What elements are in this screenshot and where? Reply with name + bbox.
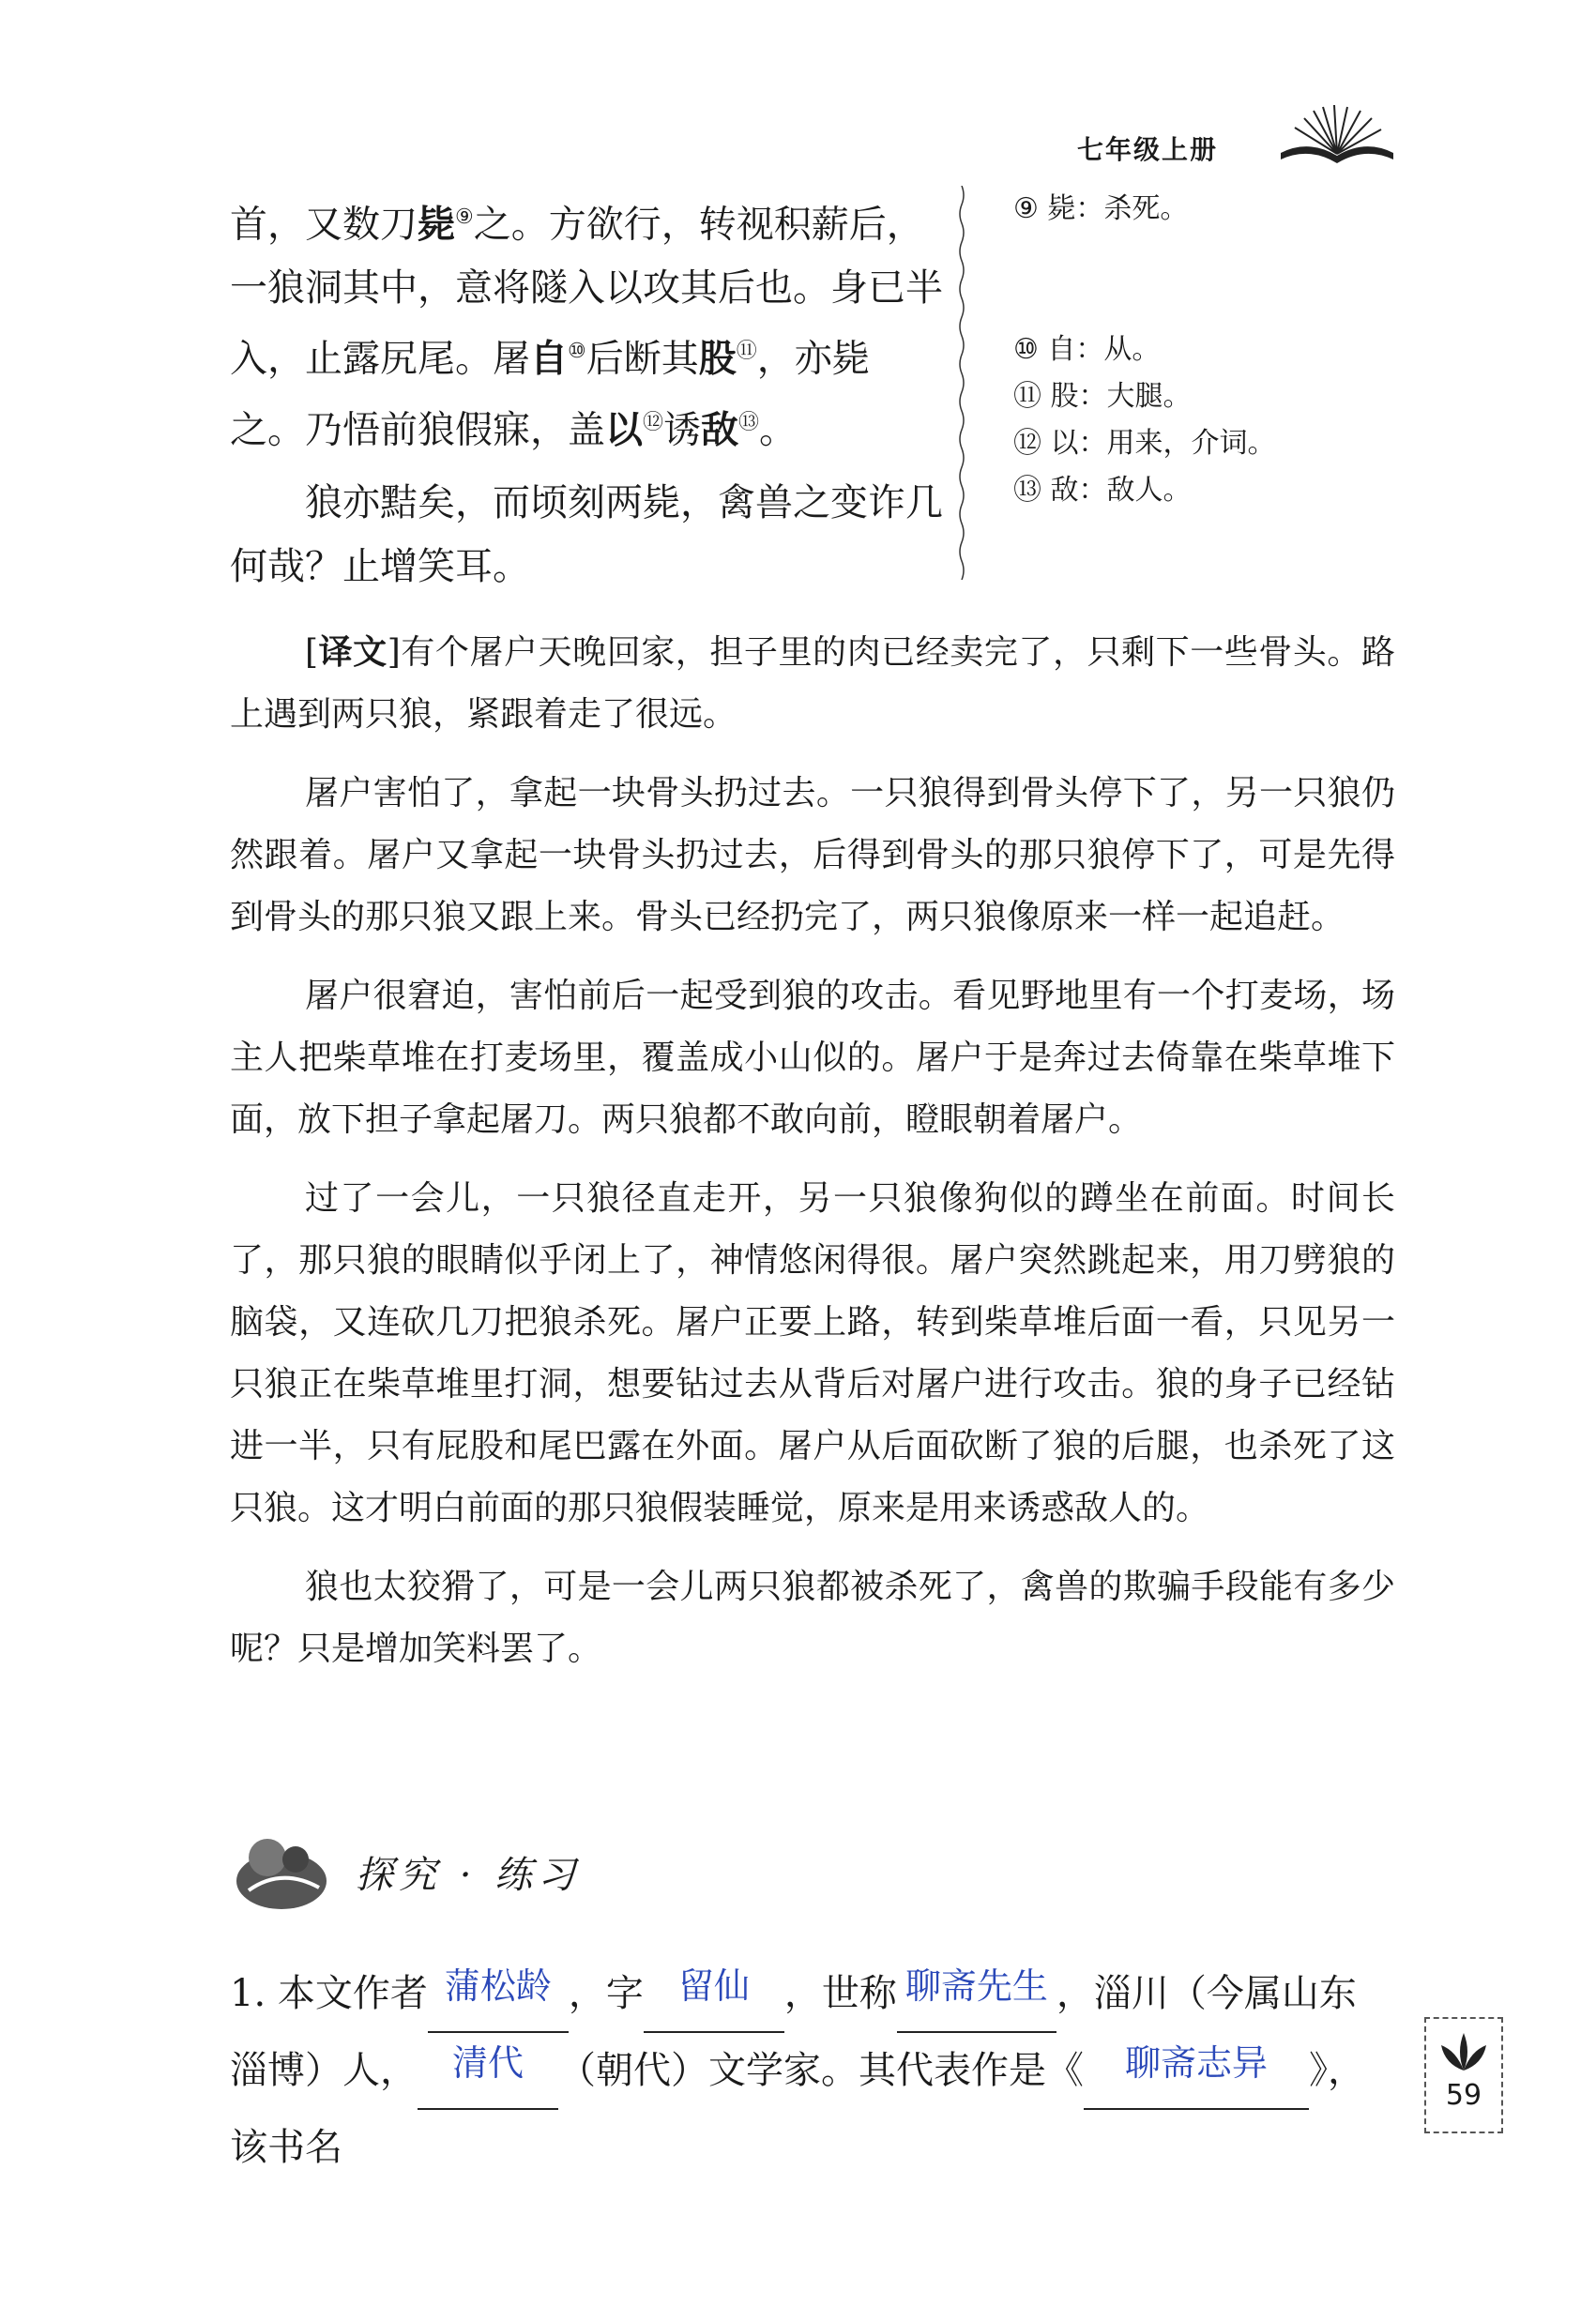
- note-11: ⑪ 股：大腿。: [1013, 380, 1192, 413]
- exercise-question-1: [230, 1956, 1395, 2185]
- section-header: [230, 1829, 581, 1914]
- original-paragraph-1: 首，又数刀毙⑨之。方欲行，转视积薪后，一狼洞其中，意将隧入以攻其后也。身已半入，止露尻尾。屠自⑩后断其股⑪，亦毙之。乃悟前狼假寐，盖以⑫诱敌⑬。: [230, 202, 943, 451]
- lotus-icon: [1436, 2028, 1492, 2075]
- original-text-column: [230, 186, 943, 599]
- translation-paragraph-1: [译文]有个屠户天晚回家，担子里的肉已经卖完了，只剩下一些骨头。路上遇到两只狼，紧跟着走了很远。: [230, 632, 1395, 734]
- page-number: 59: [1445, 2079, 1482, 2112]
- note-12: ⑫ 以：用来，介词。: [1013, 427, 1276, 460]
- blank-book[interactable]: 聊斋志异: [1084, 2033, 1309, 2110]
- blank-author[interactable]: 蒲松龄: [428, 1956, 569, 2033]
- wavy-divider: [957, 186, 966, 580]
- note-10: ⑩ 自：从。: [1013, 333, 1161, 366]
- translation-paragraph-3: 屠户很窘迫，害怕前后一起受到狼的攻击。看见野地里有一个打麦场，场主人把柴草堆在打麦场里，覆盖成小山似的。屠户于是奔过去倚靠在柴草堆下面，放下担子拿起屠刀。两只狼都不敢向前，瞪眼朝着屠户。: [230, 977, 1395, 1139]
- note-9: ⑨ 毙：杀死。: [1013, 192, 1189, 225]
- translation-section: [230, 621, 1395, 1697]
- open-book-icon: [1276, 101, 1398, 167]
- note-13: ⑬ 敌：敌人。: [1013, 474, 1192, 507]
- explore-practice-icon: [230, 1829, 333, 1914]
- translation-paragraph-2: 屠户害怕了，拿起一块骨头扔过去。一只狼得到骨头停下了，另一只狼仍然跟着。屠户又拿起一块骨头扔过去，后得到骨头的那只狼停下了，可是先得到骨头的那只狼又跟上来。骨头已经扔完了，两只狼像原来一样一起追赶。: [230, 774, 1395, 936]
- translation-paragraph-4: 过了一会儿，一只狼径直走开，另一只狼像狗似的蹲坐在前面。时间长了，那只狼的眼睛似乎闭上了，神情悠闲得很。屠户突然跳起来，用刀劈狼的脑袋，又连砍几刀把狼杀死。屠户正要上路，转到柴草堆后面一看，只见另一只狼正在柴草堆里打洞，想要钻过去从背后对屠户进行攻击。狼的身子已经钻进一半，只有屁股和尾巴露在外面。屠户从后面砍断了狼的后腿，也杀死了这只狼。这才明白前面的那只狼假装睡觉，原来是用来诱惑敌人的。: [230, 1179, 1395, 1527]
- exercise-line-1: 1. 本文作者 蒲松龄 ，字 留仙 ，世称 聊斋先生 ，淄川（今属山东: [230, 1956, 1395, 2033]
- annotation-notes: [1013, 186, 1389, 514]
- original-paragraph-2: 狼亦黠矣，而顷刻两毙，禽兽之变诈几何哉？止增笑耳。: [230, 480, 943, 588]
- header-book-label: 七年级上册: [1077, 134, 1219, 165]
- blank-title[interactable]: 聊斋先生: [897, 1956, 1056, 2033]
- blank-zi[interactable]: 留仙: [644, 1956, 784, 2033]
- blank-dynasty[interactable]: 清代: [418, 2033, 558, 2110]
- section-title: 探究 · 练习: [356, 1853, 582, 1897]
- translation-label: 译文: [318, 632, 388, 672]
- translation-paragraph-5: 狼也太狡猾了，可是一会儿两只狼都被杀死了，禽兽的欺骗手段能有多少呢？只是增加笑料罢了。: [230, 1568, 1395, 1668]
- exercise-line-2: 淄博）人， 清代 （朝代）文学家。其代表作是《 聊斋志异 》，该书名: [230, 2033, 1395, 2185]
- page-number-box: [1424, 2017, 1503, 2133]
